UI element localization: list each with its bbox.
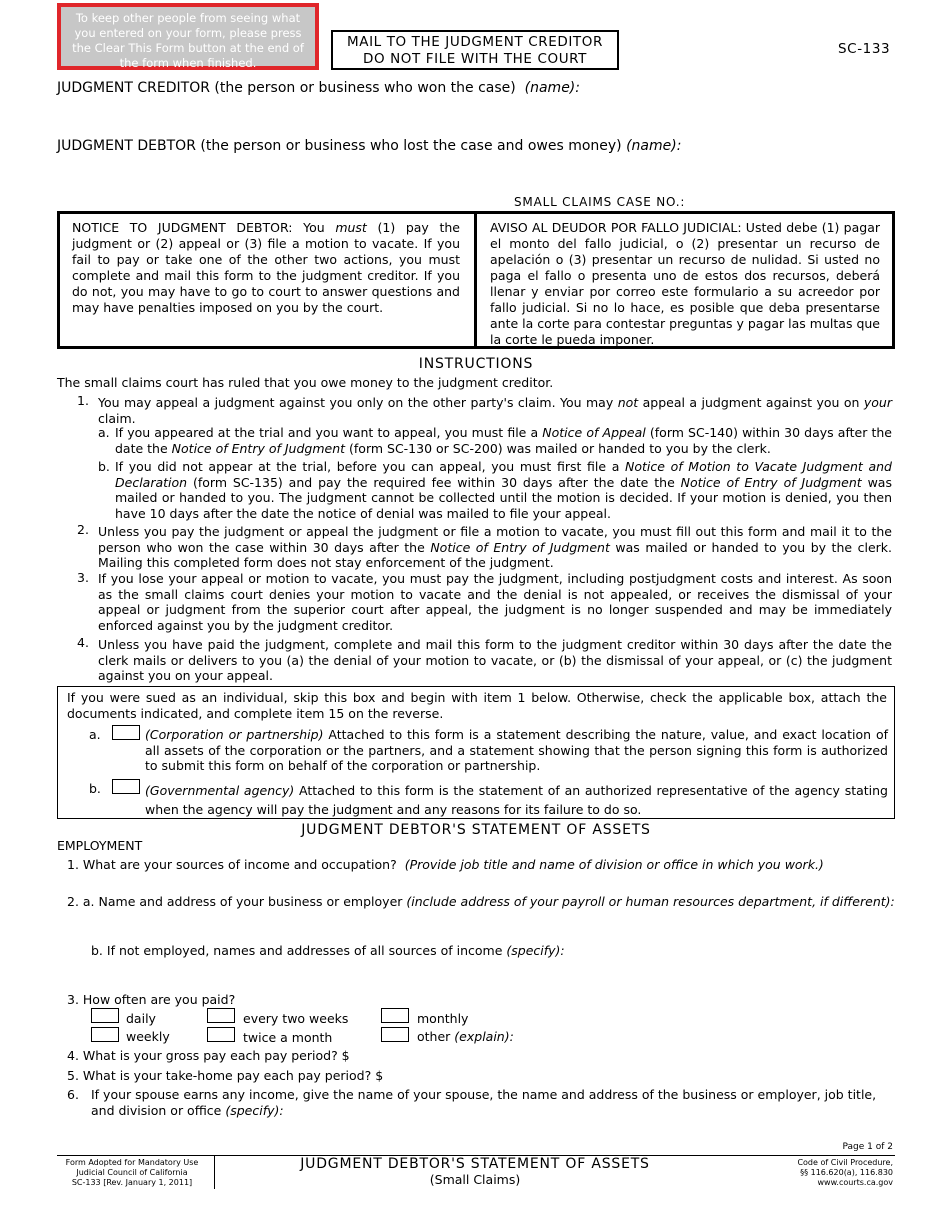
instruction-1a: If you appeared at the trial and you want to appeal, you must file a Notice of Appeal (form SC-140) within 30 days after the date the Notice of Entry of Judgment (form SC-130 or SC-200) was mailed or handed to you by the clerk. [115, 425, 892, 456]
creditor-label: JUDGMENT CREDITOR (the person or business who won the case) (name): [57, 80, 580, 96]
corporation-checkbox[interactable] [112, 725, 140, 740]
question-5: 5. What is your take-home pay each pay period? $ [67, 1068, 384, 1083]
mail-line-2: DO NOT FILE WITH THE COURT [362, 51, 588, 67]
pay-weekly-label: weekly [126, 1029, 170, 1044]
instruction-4: Unless you have paid the judgment, complete and mail this form to the judgment creditor within 30 days after the date the clerk mails or delivers to you (a) the denial of your motion to vacate, or (b) the dismissal of your appeal, or (c) the judgment against you on your appeal. [98, 637, 892, 684]
instruction-3: If you lose your appeal or motion to vacate, you must pay the judgment, including postjudgment costs and interest. As soon as the small claims court denies your motion to vacate and the denial is not appealed, or receives the dismissal of your appeal or judgment from the superior court after appeal, the judgment is no longer suspended and may be immediately enforced against you by the judgment creditor. [98, 571, 892, 633]
notice-box [57, 211, 895, 349]
mail-line-1: MAIL TO THE JUDGMENT CREDITOR [347, 34, 603, 50]
pay-monthly-checkbox[interactable] [381, 1008, 409, 1023]
org-option-a-text: (Corporation or partnership) Attached to this form is a statement describing the nature, value, and exact location of all assets of the corporation or the partners, and a statement showing that the person signing this form is authorized to submit this form on behalf of the corporation or partnership. [145, 727, 888, 774]
question-6-number: 6. [67, 1087, 79, 1102]
instruction-2-number: 2. [77, 522, 89, 537]
instruction-4-number: 4. [77, 635, 89, 650]
instruction-1b-letter: b. [98, 459, 110, 474]
instruction-1a-letter: a. [98, 425, 110, 440]
mail-instruction-box [331, 30, 619, 70]
pay-weekly-checkbox[interactable] [91, 1027, 119, 1042]
notice-divider [474, 214, 477, 346]
privacy-warning: To keep other people from seeing what you entered on your form, please press the Clear This Form button at the end of the form when finished. [57, 3, 319, 70]
question-6: If your spouse earns any income, give the name of your spouse, the name and address of the business or employer, job title, and division or office (specify): [91, 1087, 877, 1118]
org-option-a-letter: a. [89, 727, 101, 742]
form-number: SC-133 [838, 41, 891, 57]
instructions-intro: The small claims court has ruled that you owe money to the judgment creditor. [57, 375, 554, 390]
government-agency-checkbox[interactable] [112, 779, 140, 794]
footer-left: Form Adopted for Mandatory Use Judicial Council of California SC-133 [Rev. January 1, 2011] [65, 1158, 199, 1187]
page-number: Page 1 of 2 [842, 1142, 893, 1152]
footer-divider [214, 1155, 215, 1189]
question-3: 3. How often are you paid? [67, 992, 236, 1007]
pay-two-weeks-label: every two weeks [243, 1011, 349, 1026]
question-4: 4. What is your gross pay each pay period? $ [67, 1048, 350, 1063]
footer-right: Code of Civil Procedure, §§ 116.620(a), 116.830 www.courts.ca.gov [797, 1158, 893, 1187]
notice-spanish: AVISO AL DEUDOR POR FALLO JUDICIAL: Usted debe (1) pagar el monto del fallo judicial, o (2) presentar un recurso de apelación o (3) presentar un recurso de nulidad. Si usted no paga el fallo o presenta uno de estos dos recursos, deberá llenar y enviar por correo este formulario a su acreedor por fallo judicial. Si no lo hace, es posible que deba presentarse ante la corte para contestar preguntas y pagar las multas que la corte le pueda imponer. [490, 220, 880, 347]
pay-daily-label: daily [126, 1011, 156, 1026]
question-1: 1. What are your sources of income and occupation? (Provide job title and name of division or office in which you work.) [67, 857, 824, 872]
debtor-label: JUDGMENT DEBTOR (the person or business who lost the case and owes money) (name): [57, 138, 682, 154]
notice-english: NOTICE TO JUDGMENT DEBTOR: You must (1) pay the judgment or (2) appeal or (3) file a motion to vacate. If you fail to pay or take one of the other two actions, you must complete and mail this form to the judgment creditor. If you do not, you may have to go to court to answer questions and may have penalties imposed on you by the court. [72, 220, 460, 315]
assets-title: JUDGMENT DEBTOR'S STATEMENT OF ASSETS [301, 822, 651, 838]
pay-twice-month-checkbox[interactable] [207, 1027, 235, 1042]
pay-two-weeks-checkbox[interactable] [207, 1008, 235, 1023]
instructions-title: INSTRUCTIONS [418, 356, 534, 372]
footer-title: JUDGMENT DEBTOR'S STATEMENT OF ASSETS [300, 1156, 650, 1172]
footer-subtitle: (Small Claims) [429, 1172, 521, 1187]
instruction-1-number: 1. [77, 393, 89, 408]
footer-title-block [250, 1156, 700, 1187]
pay-other-label: other (explain): [417, 1029, 514, 1044]
pay-other-checkbox[interactable] [381, 1027, 409, 1042]
organization-intro: If you were sued as an individual, skip this box and begin with item 1 below. Otherwise, check the applicable box, attach the documents indicated, and complete item 15 on the reverse. [67, 690, 887, 721]
instruction-3-number: 3. [77, 570, 89, 585]
instruction-1b: If you did not appear at the trial, before you can appeal, you must first file a Notice of Motion to Vacate Judgment and Declaration (form SC-135) and pay the required fee within 30 days after the date the Notice of Entry of Judgment was mailed or handed to you. The judgment cannot be collected until the motion is decided. If your motion is denied, you then have 10 days after the date the notice of denial was mailed to file your appeal. [115, 459, 892, 521]
employment-heading: EMPLOYMENT [57, 838, 143, 853]
question-2a: 2. a. Name and address of your business or employer (include address of your payroll or human resources department, if different): [67, 894, 895, 909]
instruction-1: You may appeal a judgment against you only on the other party's claim. You may not appeal a judgment against you on your claim. [98, 395, 892, 426]
pay-twice-month-label: twice a month [243, 1030, 333, 1045]
pay-daily-checkbox[interactable] [91, 1008, 119, 1023]
case-number-label: SMALL CLAIMS CASE NO.: [514, 195, 686, 209]
org-option-b-text: (Governmental agency) Attached to this form is the statement of an authorized representative of the agency stating when the agency will pay the judgment and any reasons for its failure to do so. [145, 783, 888, 817]
question-2b: b. If not employed, names and addresses of all sources of income (specify): [91, 943, 565, 958]
org-option-b-letter: b. [89, 781, 101, 796]
instruction-2: Unless you pay the judgment or appeal the judgment or file a motion to vacate, you must fill out this form and mail it to the person who won the case within 30 days after the Notice of Entry of Judgment was mailed or handed to you by the clerk. Mailing this completed form does not stay enforcement of the judgment. [98, 524, 892, 571]
pay-monthly-label: monthly [417, 1011, 469, 1026]
